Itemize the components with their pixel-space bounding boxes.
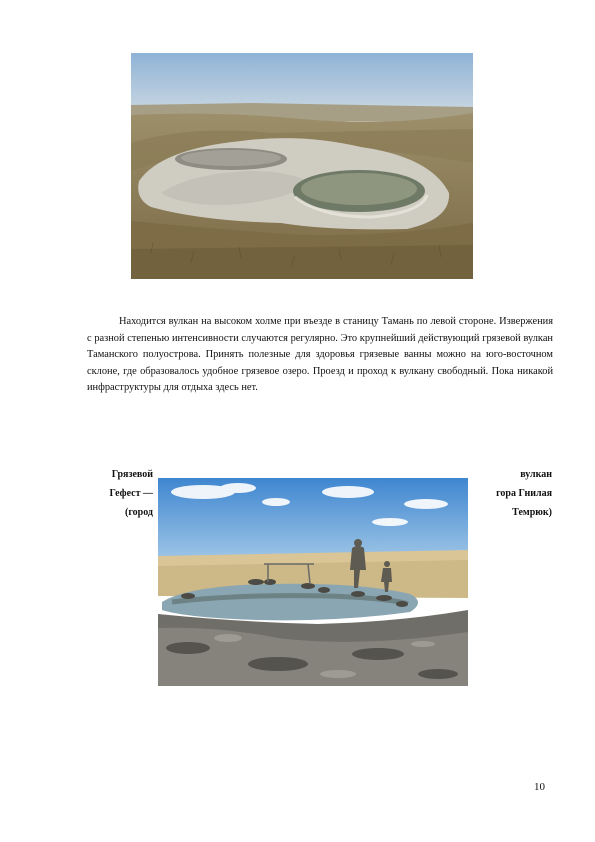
caption-right [472, 465, 552, 522]
caption-right-line: вулкан [520, 469, 552, 480]
caption-right-line: гора Гнилая [496, 488, 552, 499]
mud-volcano-craters-photo [131, 53, 473, 279]
page-number: 10 [534, 781, 545, 793]
mud-lake-bathers-photo [158, 478, 468, 686]
caption-left [87, 465, 153, 522]
caption-left-line: Гефест — [109, 488, 153, 499]
caption-left-line: (город [125, 507, 153, 518]
description-paragraph: Находится вулкан на высоком холме при въезде в станицу Тамань по левой стороне. Извержения с разной степенью интенсивности случаются регулярно. Это крупнейший действующий грязевой вулкан Таманского полуострова. Принять полезные для здоровья грязевые ванны можно на юго-восточном склоне, где образовалось удобное грязевое озеро. Проезд и проход к вулкану свободный. Пока никакой инфраструктуры для отдыха здесь нет. [87, 316, 553, 394]
caption-right-line: Темрюк) [512, 507, 552, 518]
caption-left-line: Грязевой [111, 469, 153, 480]
